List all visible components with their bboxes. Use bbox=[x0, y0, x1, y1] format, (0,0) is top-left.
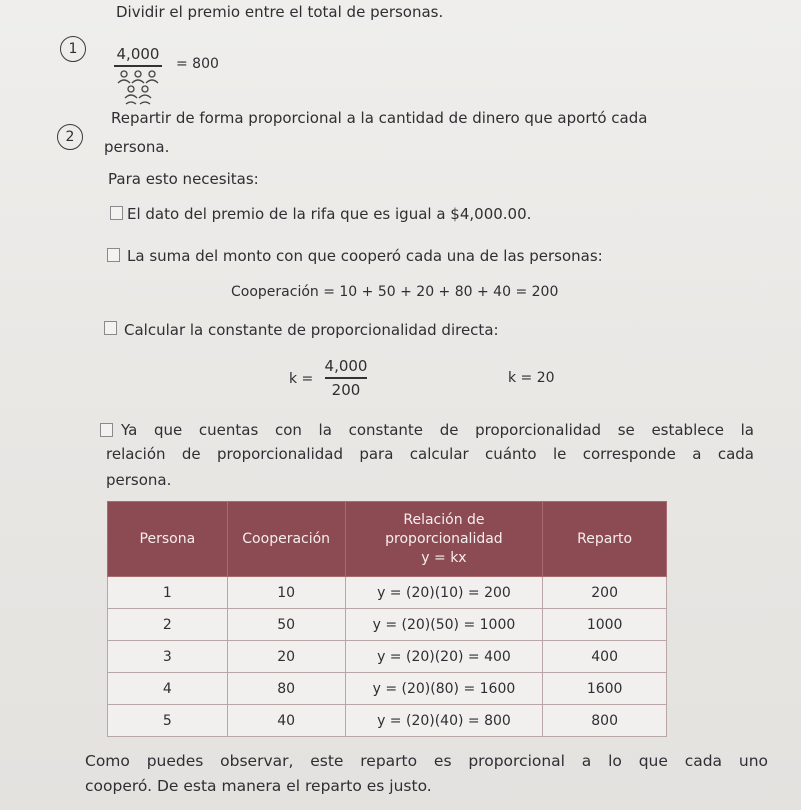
distribution-table bbox=[107, 501, 667, 737]
k-numerator: 4,000 bbox=[324, 357, 368, 375]
checkbox-icon bbox=[110, 206, 123, 220]
cooperation-formula: Cooperación = 10 + 50 + 20 + 80 + 40 = 200 bbox=[231, 284, 559, 300]
cell-relacion: y = (20)(40) = 800 bbox=[345, 705, 543, 737]
cell-relacion: y = (20)(80) = 1600 bbox=[345, 673, 543, 705]
cell-cooperacion: 50 bbox=[227, 609, 345, 641]
cell-relacion: y = (20)(10) = 200 bbox=[345, 577, 543, 609]
header-persona: Persona bbox=[108, 502, 228, 577]
table-row bbox=[108, 609, 667, 641]
checkbox-icon bbox=[107, 248, 120, 262]
step-1-fraction bbox=[114, 45, 162, 105]
table-header-row bbox=[108, 502, 667, 577]
cell-cooperacion: 80 bbox=[227, 673, 345, 705]
step-1-result: = 800 bbox=[176, 56, 219, 72]
k-result: k = 20 bbox=[508, 370, 555, 386]
cell-persona: 4 bbox=[108, 673, 228, 705]
bullet-prize: El dato del premio de la rifa que es igual a $4,000.00. bbox=[127, 205, 532, 223]
bullet-relation-line-3: persona. bbox=[106, 471, 172, 489]
bullet-sum: La suma del monto con que cooperó cada una de las personas: bbox=[127, 247, 603, 265]
cell-reparto: 1600 bbox=[543, 673, 667, 705]
cell-persona: 5 bbox=[108, 705, 228, 737]
step-1-number: 1 bbox=[60, 36, 86, 62]
header-cooperacion: Cooperación bbox=[227, 502, 345, 577]
table-row bbox=[108, 705, 667, 737]
k-fraction bbox=[325, 357, 367, 399]
table-row bbox=[108, 577, 667, 609]
cell-reparto: 1000 bbox=[543, 609, 667, 641]
cell-relacion: y = (20)(50) = 1000 bbox=[345, 609, 543, 641]
cell-relacion: y = (20)(20) = 400 bbox=[345, 641, 543, 673]
fraction-bar bbox=[325, 377, 367, 379]
conclusion-line-2: cooperó. De esta manera el reparto es justo. bbox=[85, 777, 432, 795]
step-1-numerator: 4,000 bbox=[116, 45, 160, 63]
k-denominator: 200 bbox=[331, 380, 361, 399]
needs-label: Para esto necesitas: bbox=[108, 170, 259, 188]
cell-cooperacion: 10 bbox=[227, 577, 345, 609]
header-relacion: Relación de proporcionalidad y = kx bbox=[345, 502, 543, 577]
checkbox-icon bbox=[104, 321, 117, 335]
step-2-number: 2 bbox=[57, 124, 83, 150]
table-row bbox=[108, 673, 667, 705]
bullet-constant: Calcular la constante de proporcionalidad directa: bbox=[124, 321, 499, 339]
k-lhs: k = bbox=[289, 371, 314, 387]
intro-line: Dividir el premio entre el total de personas. bbox=[116, 3, 444, 21]
cell-reparto: 400 bbox=[543, 641, 667, 673]
bullet-relation-line-1: Ya que cuentas con la constante de proporcionalidad se establece la bbox=[121, 421, 754, 439]
step-2-line-2: persona. bbox=[104, 138, 170, 156]
header-reparto: Reparto bbox=[543, 502, 667, 577]
checkbox-icon bbox=[100, 423, 113, 437]
cell-persona: 2 bbox=[108, 609, 228, 641]
cell-persona: 1 bbox=[108, 577, 228, 609]
step-2-line-1: Repartir de forma proporcional a la cantidad de dinero que aportó cada bbox=[111, 109, 648, 127]
table-row bbox=[108, 641, 667, 673]
bullet-relation-line-2: relación de proporcionalidad para calcular cuánto le corresponde a cada bbox=[106, 445, 754, 463]
cell-persona: 3 bbox=[108, 641, 228, 673]
cell-cooperacion: 20 bbox=[227, 641, 345, 673]
people-icon bbox=[114, 69, 162, 105]
cell-cooperacion: 40 bbox=[227, 705, 345, 737]
conclusion-line-1: Como puedes observar, este reparto es proporcional a lo que cada uno bbox=[85, 752, 768, 770]
cell-reparto: 800 bbox=[543, 705, 667, 737]
cell-reparto: 200 bbox=[543, 577, 667, 609]
fraction-bar bbox=[114, 65, 162, 67]
